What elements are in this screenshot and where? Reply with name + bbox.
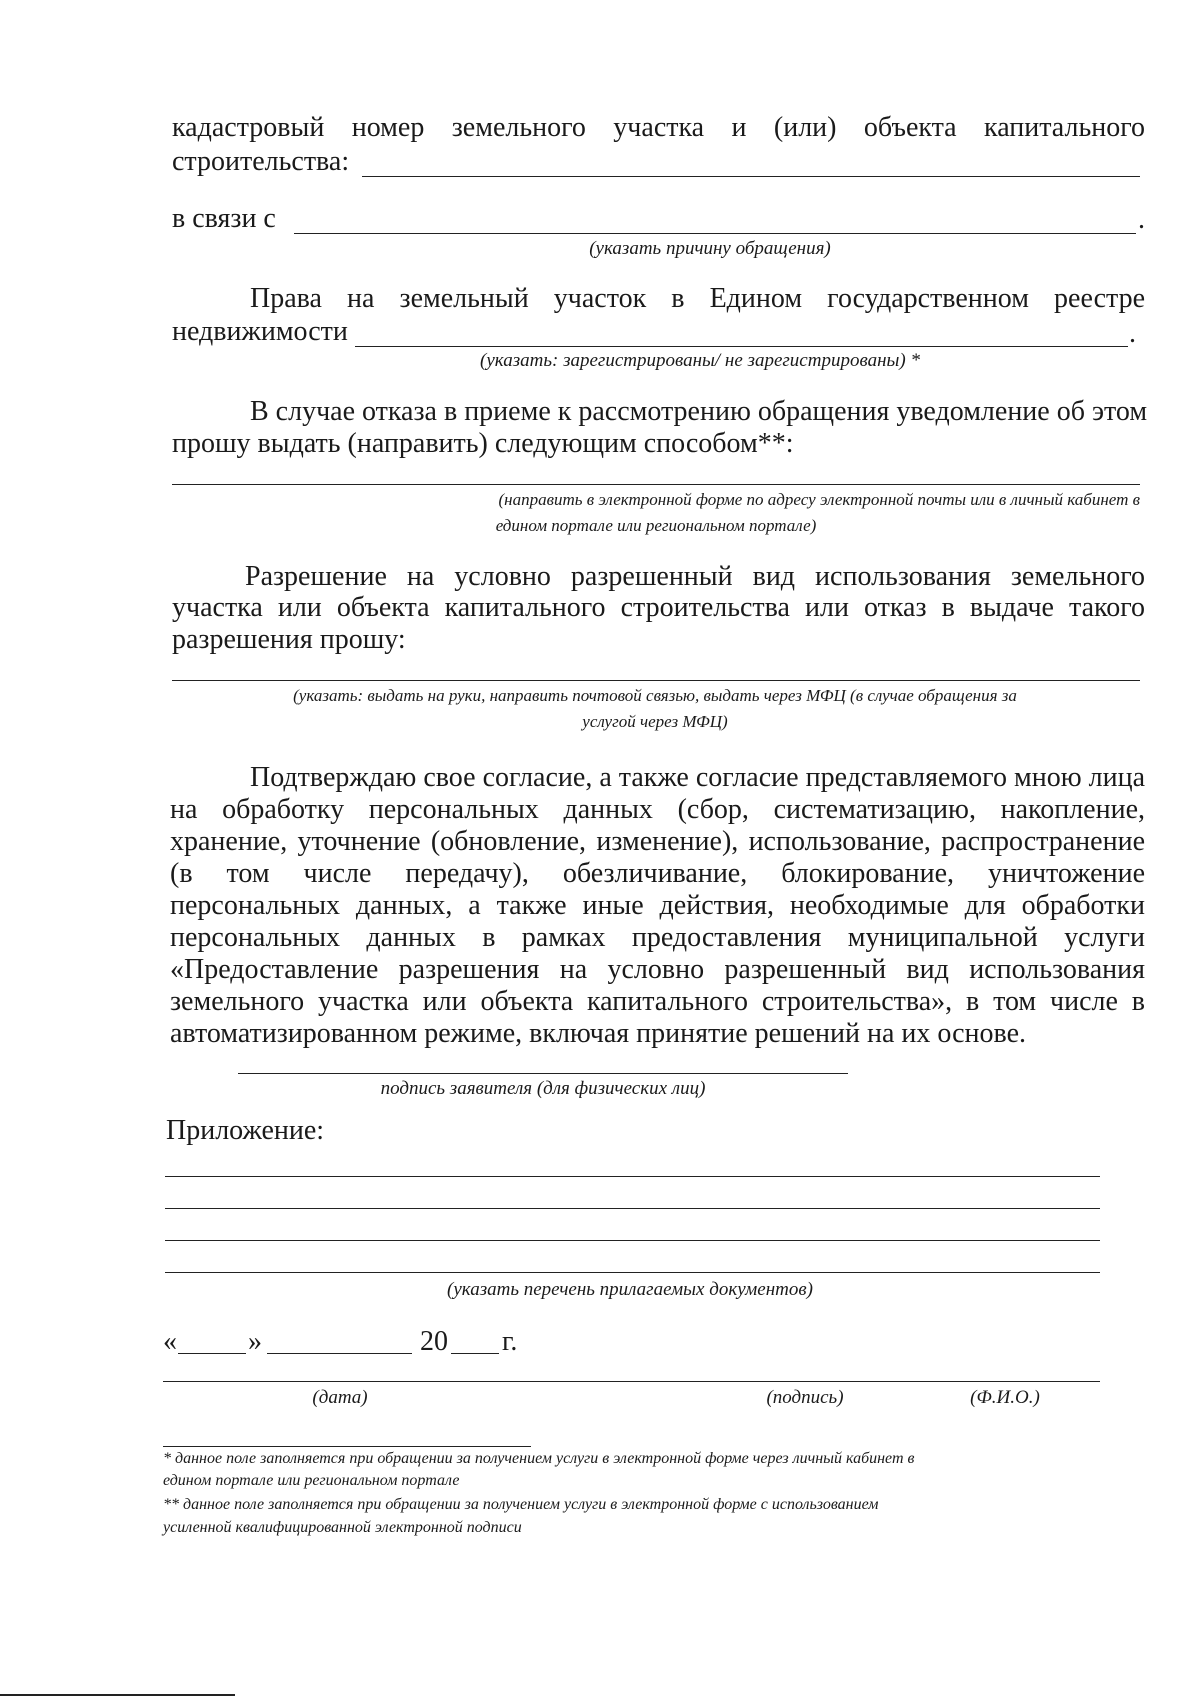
rights-trailing: . bbox=[1129, 318, 1136, 349]
rights-field[interactable] bbox=[355, 346, 1128, 347]
footnote-separator bbox=[163, 1446, 531, 1447]
consent-line: персональных данных, а также иные действия, необходимые для обработки bbox=[170, 890, 1145, 921]
date-year-suffix: г. bbox=[502, 1326, 518, 1357]
permit-caption-line2: услугой через МФЦ) bbox=[582, 712, 728, 731]
applicant-signature-field[interactable] bbox=[238, 1073, 848, 1074]
date-day-field[interactable] bbox=[178, 1353, 246, 1354]
name-caption: (Ф.И.О.) bbox=[970, 1387, 1040, 1408]
refusal-caption-line2: едином портале или региональном портале) bbox=[495, 516, 817, 535]
rights-line1: Права на земельный участок в Едином государственном реестре bbox=[250, 283, 1145, 314]
refusal-line2: прошу выдать (направить) следующим способом**: bbox=[172, 428, 794, 459]
rights-line2-label: недвижимости bbox=[172, 316, 348, 347]
scan-edge-line bbox=[0, 1694, 235, 1696]
attachments-caption: (указать перечень прилагаемых документов) bbox=[447, 1279, 813, 1300]
attachment-line[interactable] bbox=[165, 1208, 1100, 1209]
consent-line: земельного участка или объекта капитального строительства», в том числе в bbox=[170, 986, 1145, 1017]
consent-line: персональных данных в рамках предоставления муниципальной услуги bbox=[170, 922, 1145, 953]
date-year-field[interactable] bbox=[451, 1353, 499, 1354]
consent-line: (в том числе передачу), обезличивание, блокирование, уничтожение bbox=[170, 858, 1145, 889]
attachments-heading: Приложение: bbox=[166, 1115, 325, 1146]
consent-line: «Предоставление разрешения на условно разрешенный вид использования bbox=[170, 954, 1145, 985]
attachment-line[interactable] bbox=[165, 1272, 1100, 1273]
permit-line3: разрешения прошу: bbox=[172, 624, 406, 655]
date-month-field[interactable] bbox=[267, 1353, 412, 1354]
signature-caption: (подпись) bbox=[766, 1387, 844, 1408]
attachment-line[interactable] bbox=[165, 1176, 1100, 1177]
footnote-1-line1: * данное поле заполняется при обращении за получением услуги в электронной форме через личный кабинет в bbox=[163, 1450, 915, 1467]
refusal-line1: В случае отказа в приеме к рассмотрению обращения уведомление об этом bbox=[250, 396, 1148, 427]
consent-line: хранение, уточнение (обновление, изменение), использование, распространение bbox=[170, 826, 1145, 857]
footnote-2-line1: ** данное поле заполняется при обращении за получением услуги в электронной форме с использованием bbox=[163, 1496, 879, 1513]
rights-caption: (указать: зарегистрированы/ не зарегистрированы) * bbox=[480, 350, 920, 371]
permit-line2: участка или объекта капитального строительства или отказ в выдаче такого bbox=[172, 592, 1145, 623]
consent-line: автоматизированном режиме, включая принятие решений на их основе. bbox=[170, 1018, 1026, 1049]
permit-caption-line1: (указать: выдать на руки, направить почтовой связью, выдать через МФЦ (в случае обращения за bbox=[293, 686, 1017, 705]
cadastral-number-field[interactable] bbox=[362, 176, 1140, 177]
date-year-prefix: 20 bbox=[420, 1326, 448, 1357]
attachment-line[interactable] bbox=[165, 1240, 1100, 1241]
cadastral-line2-label: строительства: bbox=[172, 146, 350, 177]
applicant-signature-caption: подпись заявителя (для физических лиц) bbox=[380, 1078, 706, 1099]
date-close-quote: » bbox=[248, 1326, 262, 1357]
refusal-caption-line1: (направить в электронной форме по адресу электронной почты или в личный кабинет в bbox=[498, 490, 1140, 509]
permit-line1: Разрешение на условно разрешенный вид использования земельного bbox=[245, 561, 1145, 592]
permit-field[interactable] bbox=[172, 680, 1140, 681]
reason-trailing: . bbox=[1138, 204, 1145, 235]
reason-label: в связи с bbox=[172, 203, 276, 234]
cadastral-line1: кадастровый номер земельного участка и (или) объекта капитального bbox=[172, 112, 1145, 143]
signature-row-line[interactable] bbox=[163, 1381, 1100, 1382]
footnote-1-line2: едином портале или региональном портале bbox=[163, 1472, 460, 1489]
date-caption: (дата) bbox=[312, 1387, 368, 1408]
footnote-2-line2: усиленной квалифицированной электронной подписи bbox=[163, 1519, 522, 1536]
refusal-field[interactable] bbox=[172, 484, 1140, 485]
date-open-quote: « bbox=[163, 1326, 177, 1357]
reason-field[interactable] bbox=[294, 233, 1136, 234]
consent-line: на обработку персональных данных (сбор, систематизацию, накопление, bbox=[170, 794, 1145, 825]
reason-caption: (указать причину обращения) bbox=[589, 238, 831, 259]
consent-line: Подтверждаю свое согласие, а также согласие представляемого мною лица bbox=[250, 762, 1145, 793]
